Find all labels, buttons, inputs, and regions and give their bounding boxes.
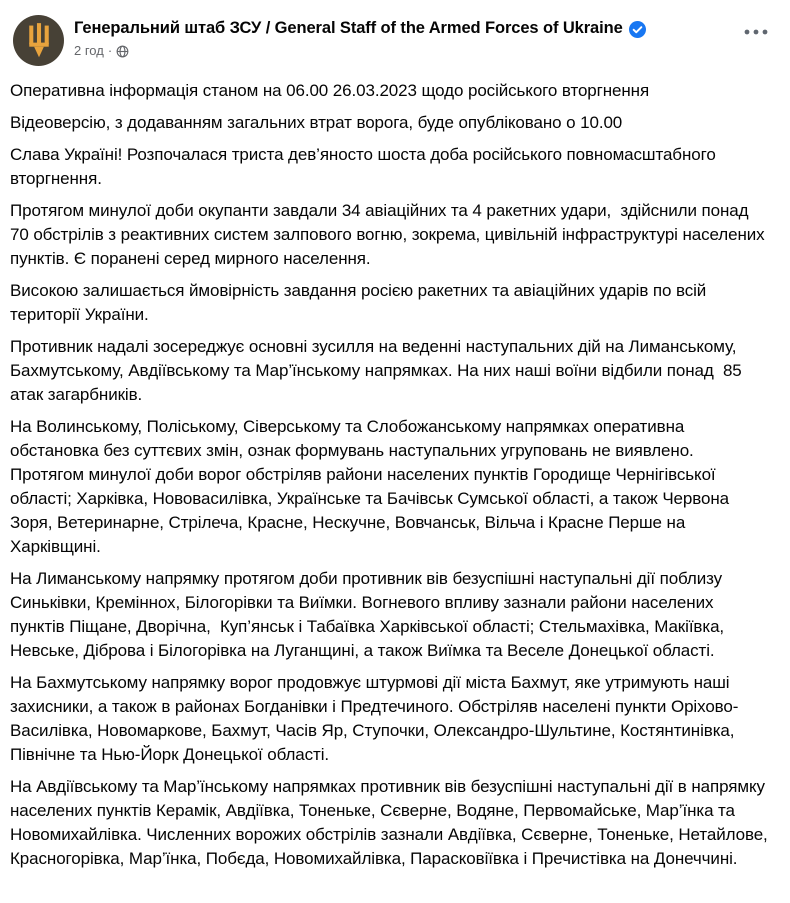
post-paragraph: Слава Україні! Розпочалася триста дев’яносто шоста доба російського повномасштабного вторгнення. <box>10 145 721 188</box>
post-paragraph: На Авдіївському та Мар’їнському напрямках противник вів безуспішні наступальні дії в напрямку населених пунктів Керамік, Авдіївка, Тоненьке, Сєверне, Водяне, Первомайське, Мар’їнка та Новомихайлівка. Численних ворожих обстрілів зазнали Авдіївка, Сєверне, Тоненьке, Нетайлове, Красногорівка, Мар’їнка, Побєда, Новомихайлівка, Парасковіївка і Пречистівка на Донеччині. <box>10 777 773 868</box>
post-header <box>0 0 790 70</box>
header-info <box>74 15 738 58</box>
post-paragraph: На Бахмутському напрямку ворог продовжує штурмові дії міста Бахмут, яке утримують наші захисники, а також в районах Богданівки і Предтечиного. Обстріляв населені пункти Оріхово-Василівка, Новомаркове, Бахмут, Часів Яр, Ступочки, Олександро-Шультине, Костянтинівка, Північне та Нью-Йорк Донецької області. <box>10 673 740 764</box>
post-meta <box>74 43 738 58</box>
post-paragraph: Противник надалі зосереджує основні зусилля на веденні наступальних дій на Лиманському, Бахмутському, Авдіївському та Мар’їнському напрямках. На них наші воїни відбили понад 85 атак загарбників. <box>10 337 747 404</box>
post-paragraph: На Волинському, Поліському, Сіверському та Слобожанському напрямках оперативна обстановка без суттєвих змін, ознак формувань наступальних угруповань не виявлено. Протягом минулої доби ворог обстріляв райони населених пунктів Городище Чернігівської області; Харківка, Нововасилівка, Українське та Бачівськ Сумської області, а також Червона Зоря, Ветеринарне, Стрілеча, Красне, Нескучне, Вовчанськ, Вільча і Красне Перше на Харківщині. <box>10 417 734 556</box>
post-text <box>0 70 790 887</box>
post-paragraph: Відеоверсію, з додаванням загальних втрат ворога, буде опубліковано о 10.00 <box>10 113 623 132</box>
globe-privacy-icon <box>116 45 129 58</box>
three-dots-icon <box>744 29 768 35</box>
verified-badge-icon <box>629 21 646 38</box>
ukraine-trident-icon <box>26 23 52 59</box>
meta-separator: · <box>107 43 113 58</box>
page-name-row <box>74 19 738 38</box>
page-name-link[interactable]: Генеральний штаб ЗСУ / General Staff of the Armed Forces of Ukraine <box>74 19 623 37</box>
page-avatar[interactable] <box>13 15 64 66</box>
post-paragraph: На Лиманському напрямку протягом доби противник вів безуспішні наступальні дії поблизу Синьківки, Креміннох, Білогорівки та Виїмки. Вогневого впливу зазнали райони населених пунктів Піщане, Дворічна, Куп’янськ і Табаївка Харківської області; Стельмахівка, Макіївка, Невське, Діброва і Білогорівка на Луганщині, а також Виїмка та Веселе Донецької області. <box>10 569 729 660</box>
post-paragraph: Високою залишається ймовірність завдання росією ракетних та авіаційних ударів по всій території України. <box>10 281 711 324</box>
post-paragraph: Протягом минулої доби окупанти завдали 34 авіаційних та 4 ракетних удари, здійснили понад 70 обстрілів з реактивних систем залпового вогню, зокрема, цивільній інфраструктурі населених пунктів. Є поранені серед мирного населення. <box>10 201 770 268</box>
timestamp-link[interactable]: 2 год <box>74 43 104 58</box>
more-options-button[interactable] <box>738 15 774 41</box>
post-paragraph: Оперативна інформація станом на 06.00 26.03.2023 щодо російського вторгнення <box>10 81 650 100</box>
